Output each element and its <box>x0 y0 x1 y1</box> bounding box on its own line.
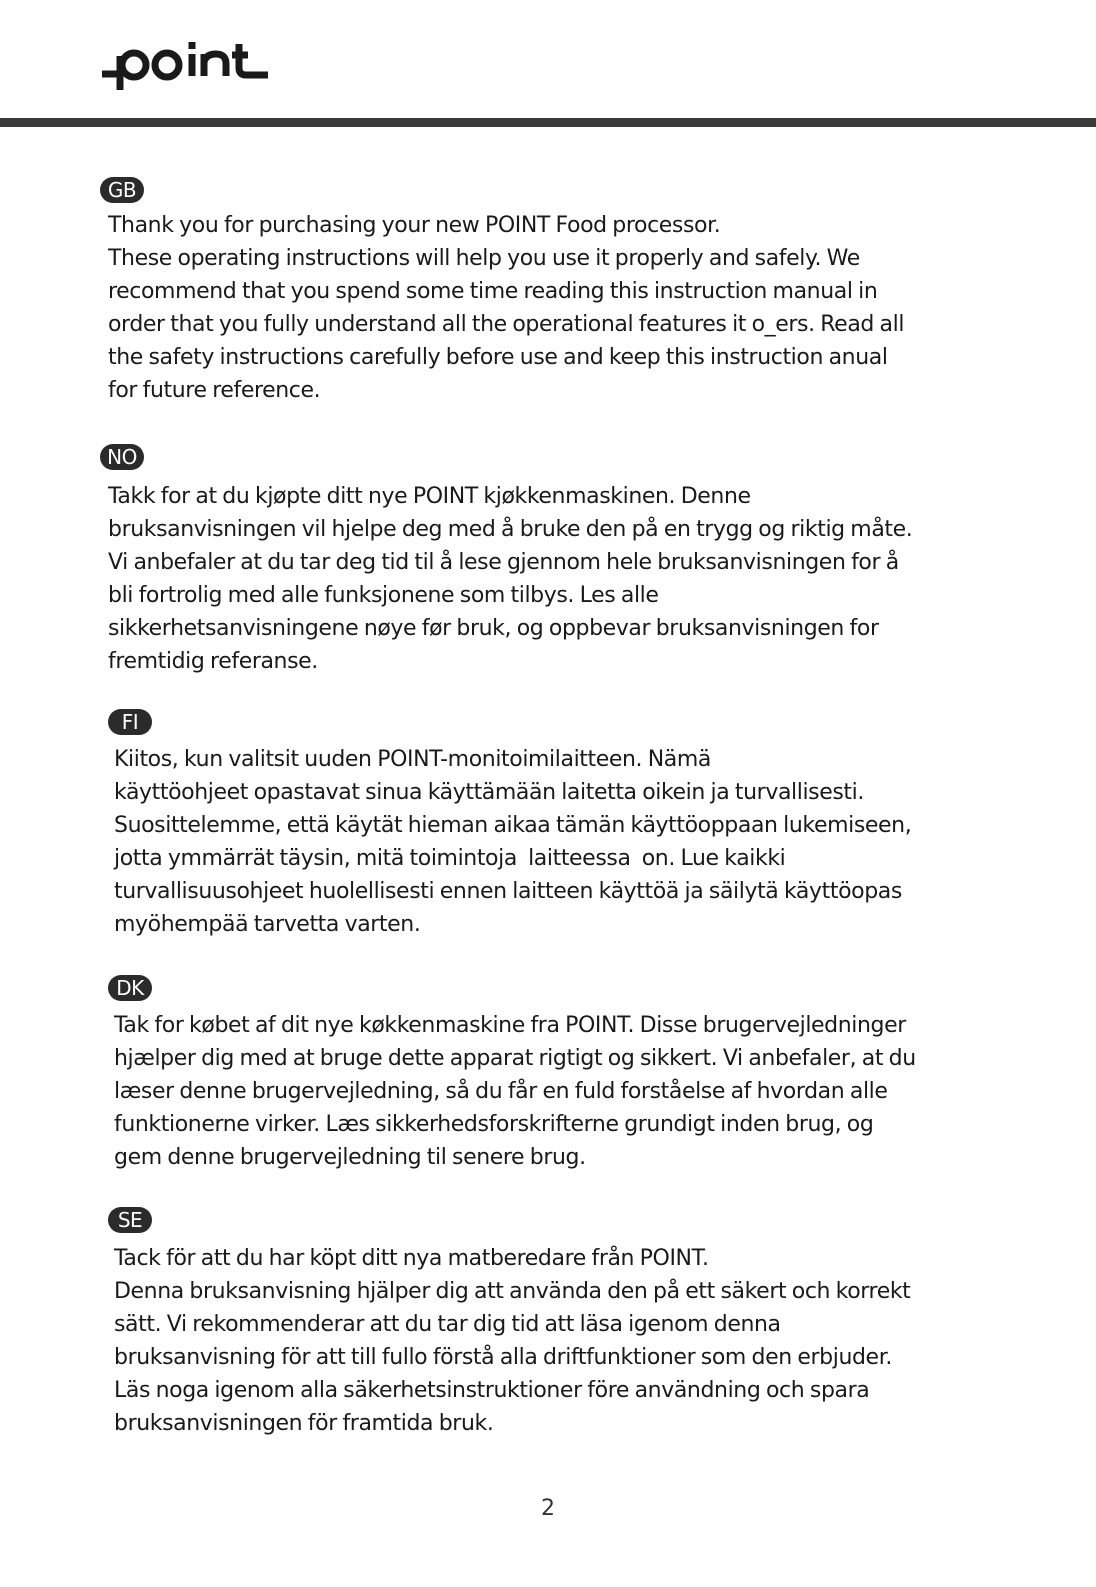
paragraph-no <box>108 480 988 678</box>
language-badge-se: SE <box>108 1207 152 1233</box>
paragraph-line: Vi anbefaler at du tar deg tid til å lese gjennom hele bruksanvisningen for å <box>108 550 899 575</box>
language-badge-dk: DK <box>108 975 152 1001</box>
paragraph-line: Tak for købet af dit nye køkkenmaskine fra POINT. Disse brugervejledninger <box>114 1013 906 1038</box>
paragraph-line: læser denne brugervejledning, så du får en fuld forståelse af hvordan alle <box>114 1079 888 1104</box>
paragraph-dk <box>114 1009 994 1174</box>
paragraph-line: the safety instructions carefully before use and keep this instruction anual <box>108 345 888 370</box>
paragraph-line: Tack för att du har köpt ditt nya matberedare från POINT. <box>114 1246 709 1271</box>
paragraph-line: order that you fully understand all the operational features it o_ers. Read all <box>108 312 905 337</box>
paragraph-line: funktionerne virker. Læs sikkerhedsforskrifterne grundigt inden brug, og <box>114 1112 874 1137</box>
paragraph-line: hjælper dig med at bruge dette apparat rigtigt og sikkert. Vi anbefaler, at du <box>114 1046 916 1071</box>
paragraph-line: Kiitos, kun valitsit uuden POINT-monitoimilaitteen. Nämä <box>114 747 711 772</box>
paragraph-line: bruksanvisning för att till fullo förstå alla driftfunktioner som den erbjuder. <box>114 1345 892 1370</box>
paragraph-line: bruksanvisningen för framtida bruk. <box>114 1411 494 1436</box>
page-header <box>0 0 1096 128</box>
paragraph-line: bruksanvisningen vil hjelpe deg med å bruke den på en trygg og riktig måte. <box>108 517 913 542</box>
paragraph-line: jotta ymmärrät täysin, mitä toimintoja laitteessa on. Lue kaikki <box>114 846 786 871</box>
paragraph-line: These operating instructions will help you use it properly and safely. We <box>108 246 860 271</box>
paragraph-line: Thank you for purchasing your new POINT Food processor. <box>108 213 721 238</box>
paragraph-se <box>114 1242 994 1440</box>
paragraph-line: turvallisuusohjeet huolellisesti ennen laitteen käyttöä ja säilytä käyttöopas <box>114 879 902 904</box>
paragraph-line: Läs noga igenom alla säkerhetsinstruktioner före användning och spara <box>114 1378 870 1403</box>
paragraph-line: recommend that you spend some time reading this instruction manual in <box>108 279 878 304</box>
paragraph-gb <box>108 209 988 407</box>
paragraph-line: for future reference. <box>108 378 321 403</box>
page-number: 2 <box>541 1496 555 1521</box>
language-badge-gb: GB <box>100 177 144 203</box>
paragraph-line: gem denne brugervejledning til senere brug. <box>114 1145 586 1170</box>
language-badge-fi: FI <box>108 709 152 735</box>
paragraph-line: sätt. Vi rekommenderar att du tar dig tid att läsa igenom denna <box>114 1312 781 1337</box>
paragraph-line: myöhempää tarvetta varten. <box>114 912 421 937</box>
language-badge-no: NO <box>100 444 144 470</box>
paragraph-fi <box>114 743 994 941</box>
paragraph-line: Suosittelemme, että käytät hieman aikaa tämän käyttöoppaan lukemiseen, <box>114 813 912 838</box>
paragraph-line: sikkerhetsanvisningene nøye før bruk, og oppbevar bruksanvisningen for <box>108 616 879 641</box>
paragraph-line: Takk for at du kjøpte ditt nye POINT kjøkkenmaskinen. Denne <box>108 484 751 509</box>
header-divider <box>0 118 1096 127</box>
point-brand-logo <box>100 38 270 94</box>
paragraph-line: Denna bruksanvisning hjälper dig att använda den på ett säkert och korrekt <box>114 1279 911 1304</box>
paragraph-line: käyttöohjeet opastavat sinua käyttämään laitetta oikein ja turvallisesti. <box>114 780 864 805</box>
paragraph-line: bli fortrolig med alle funksjonene som tilbys. Les alle <box>108 583 659 608</box>
paragraph-line: fremtidig referanse. <box>108 649 318 674</box>
